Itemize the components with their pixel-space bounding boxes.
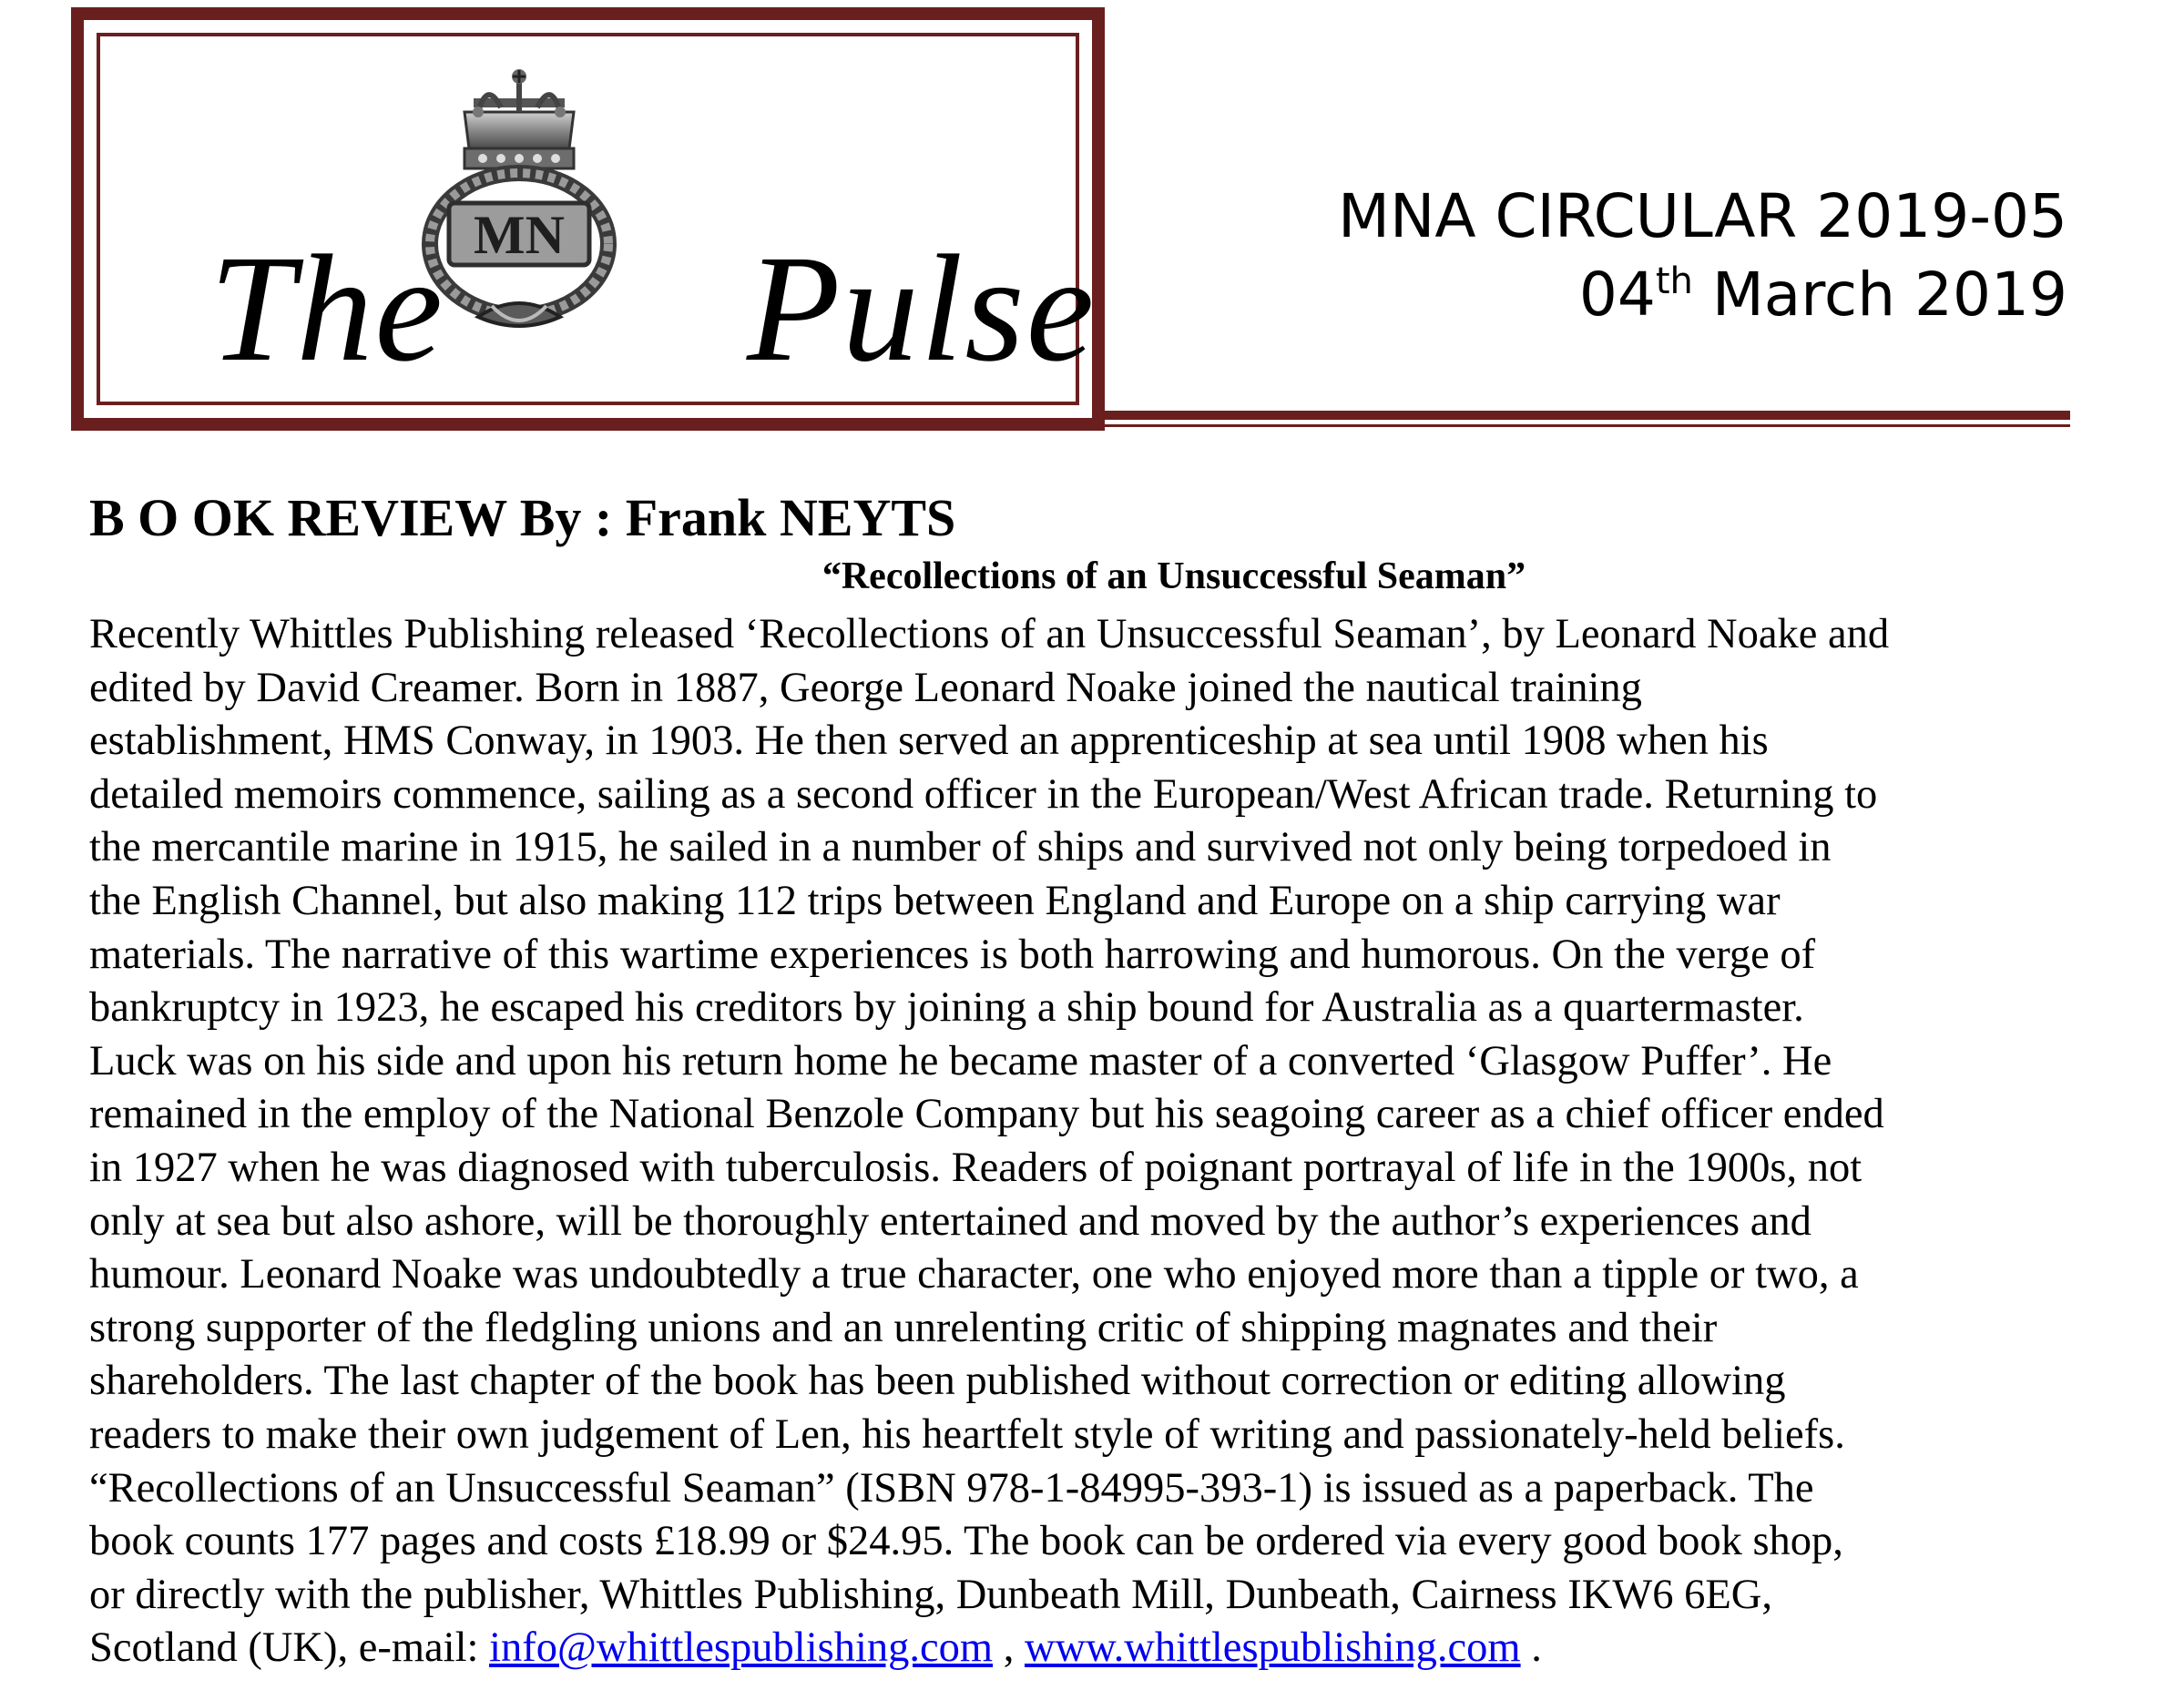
circular-date-rest: March 2019 bbox=[1692, 260, 2067, 330]
body-line: detailed memoirs commence, sailing as a second officer in the European/West African trade. Returning to bbox=[89, 770, 1878, 818]
merchant-navy-crest-icon bbox=[414, 62, 624, 344]
body-line: edited by David Creamer. Born in 1887, George Leonard Noake joined the nautical training bbox=[89, 664, 1642, 711]
emblem-mn-text: MN bbox=[474, 205, 565, 265]
body-line: materials. The narrative of this wartime experiences is both harrowing and humorous. On the verge of bbox=[89, 931, 1816, 978]
body-line: readers to make their own judgement of Len, his heartfelt style of writing and passionately-held beliefs. bbox=[89, 1410, 1845, 1458]
body-line: the mercantile marine in 1915, he sailed in a number of ships and survived not only being torpedoed in bbox=[89, 824, 1832, 871]
body-line: Luck was on his side and upon his return home he became master of a converted ‘Glasgow Puffer’. He bbox=[89, 1037, 1832, 1084]
article-subtitle: “Recollections of an Unsuccessful Seaman” bbox=[822, 555, 1526, 597]
circular-info bbox=[1338, 178, 2067, 334]
body-line-contact bbox=[89, 1622, 2093, 1675]
article-body bbox=[89, 608, 2093, 1675]
body-line: only at sea but also ashore, will be thoroughly entertained and moved by the author’s experiences and bbox=[89, 1197, 1811, 1245]
article-heading: B O OK REVIEW By : Frank NEYTS bbox=[89, 488, 956, 547]
crown-icon bbox=[464, 69, 574, 168]
contact-suffix: . bbox=[1520, 1624, 1542, 1672]
masthead-title-pulse: Pulse bbox=[747, 224, 1097, 393]
body-line: book counts 177 pages and costs £18.99 or $24.95. The book can be ordered via every good book shop, bbox=[89, 1518, 1843, 1565]
masthead-title-the: The bbox=[209, 224, 444, 393]
circular-date-day: 04 bbox=[1578, 260, 1656, 330]
email-link[interactable]: info@whittlespublishing.com bbox=[489, 1624, 994, 1672]
link-separator: , bbox=[993, 1624, 1025, 1672]
circular-date bbox=[1338, 256, 2067, 334]
circular-date-suffix: th bbox=[1655, 260, 1693, 302]
body-line: humour. Leonard Noake was undoubtedly a true character, one who enjoyed more than a tipple or two, a bbox=[89, 1251, 1859, 1298]
body-line: strong supporter of the fledgling unions and an unrelenting critic of shipping magnates and their bbox=[89, 1304, 1718, 1351]
body-line: in 1927 when he was diagnosed with tuberculosis. Readers of poignant portrayal of life in the 1900s, not bbox=[89, 1144, 1863, 1191]
website-link[interactable]: www.whittlespublishing.com bbox=[1024, 1624, 1521, 1672]
body-line: “Recollections of an Unsuccessful Seaman” (ISBN 978-1-84995-393-1) is issued as a paperback. The bbox=[89, 1464, 1814, 1512]
body-line: establishment, HMS Conway, in 1903. He then served an apprenticeship at sea until 1908 when his bbox=[89, 718, 1769, 765]
body-line: shareholders. The last chapter of the book has been published without correction or editing allowing bbox=[89, 1358, 1786, 1405]
header-rule-thick bbox=[1105, 411, 2070, 420]
body-line: the English Channel, but also making 112 trips between England and Europe on a ship carrying war bbox=[89, 877, 1781, 924]
body-line: bankruptcy in 1923, he escaped his creditors by joining a ship bound for Australia as a quartermaster. bbox=[89, 984, 1804, 1032]
body-line: remained in the employ of the National Benzole Company but his seagoing career as a chief officer ended bbox=[89, 1091, 1884, 1138]
contact-prefix: Scotland (UK), e-mail: bbox=[89, 1624, 490, 1672]
circular-number: MNA CIRCULAR 2019-05 bbox=[1338, 181, 2067, 251]
body-line: or directly with the publisher, Whittles Publishing, Dunbeath Mill, Dunbeath, Cairness IKW6 6EG, bbox=[89, 1571, 1772, 1618]
header-rule-thin bbox=[1105, 424, 2070, 427]
body-line: Recently Whittles Publishing released ‘Recollections of an Unsuccessful Seaman’, by Leonard Noake and bbox=[89, 611, 1890, 657]
